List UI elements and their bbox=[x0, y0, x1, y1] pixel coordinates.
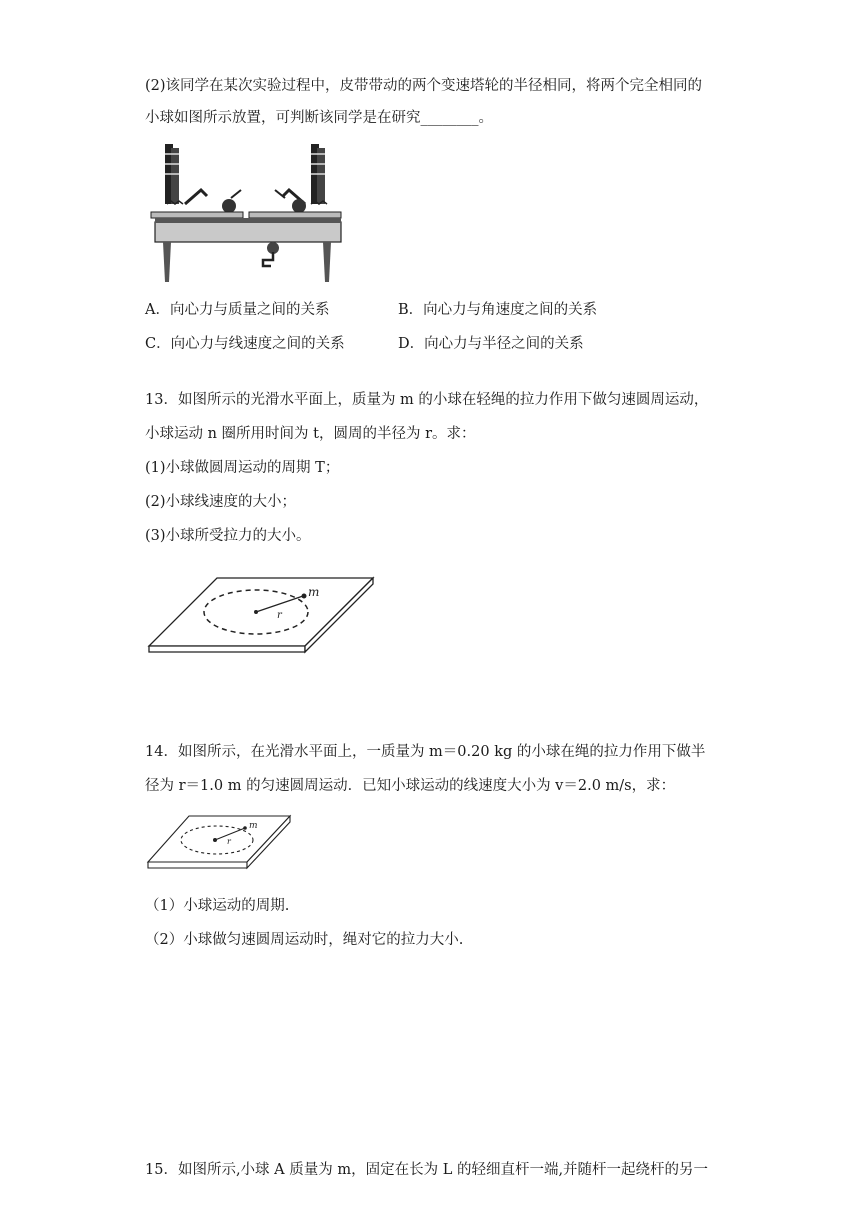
q14-line2: 径为 r＝1.0 m 的匀速圆周运动．已知小球运动的线速度大小为 v＝2.0 m/s，求： bbox=[145, 778, 676, 794]
option-a: A．向心力与质量之间的关系 bbox=[145, 302, 330, 318]
right-ball bbox=[292, 199, 306, 213]
left-ball bbox=[222, 199, 236, 213]
q13-line2: 小球运动 n 圈所用时间为 t，圆周的半径为 r。求： bbox=[145, 426, 476, 442]
option-c: C．向心力与线速度之间的关系 bbox=[145, 336, 345, 352]
centripetal-force-apparatus-figure bbox=[145, 140, 345, 285]
q12-part2-line2: 小球如图所示放置，可判断该同学是在研究________。 bbox=[145, 110, 493, 126]
q14-sub1: （1）小球运动的周期. bbox=[145, 898, 290, 914]
option-d: D．向心力与半径之间的关系 bbox=[398, 336, 584, 352]
q15-line1: 15．如图所示,小球 A 质量为 m，固定在长为 L 的轻细直杆一端,并随杆一起绕杆的另一 bbox=[145, 1162, 709, 1178]
q12-part2-line1: (2)该同学在某次实验过程中，皮带带动的两个变速塔轮的半径相同，将两个完全相同的 bbox=[145, 78, 703, 94]
q13-sub1: (1)小球做圆周运动的周期 T； bbox=[145, 460, 340, 476]
q14-sub2: （2）小球做匀速圆周运动时，绳对它的拉力大小. bbox=[145, 932, 464, 948]
right-sleeve-column bbox=[311, 144, 327, 204]
q14-line1: 14．如图所示，在光滑水平面上，一质量为 m＝0.20 kg 的小球在绳的拉力作用下做半 bbox=[145, 744, 706, 760]
q13-sub3: (3)小球所受拉力的大小。 bbox=[145, 528, 311, 544]
circular-motion-plane-figure-q13 bbox=[145, 574, 377, 656]
option-b: B．向心力与角速度之间的关系 bbox=[398, 302, 598, 318]
q13-line1: 13．如图所示的光滑水平面上，质量为 m 的小球在轻绳的拉力作用下做匀速圆周运动， bbox=[145, 392, 709, 408]
label-r-small: r bbox=[227, 837, 231, 846]
circular-motion-plane-figure-q14 bbox=[145, 814, 293, 872]
label-r: r bbox=[277, 610, 282, 621]
label-m-small: m bbox=[249, 821, 258, 831]
q13-sub2: (2)小球线速度的大小； bbox=[145, 494, 297, 510]
label-m: m bbox=[308, 585, 320, 599]
